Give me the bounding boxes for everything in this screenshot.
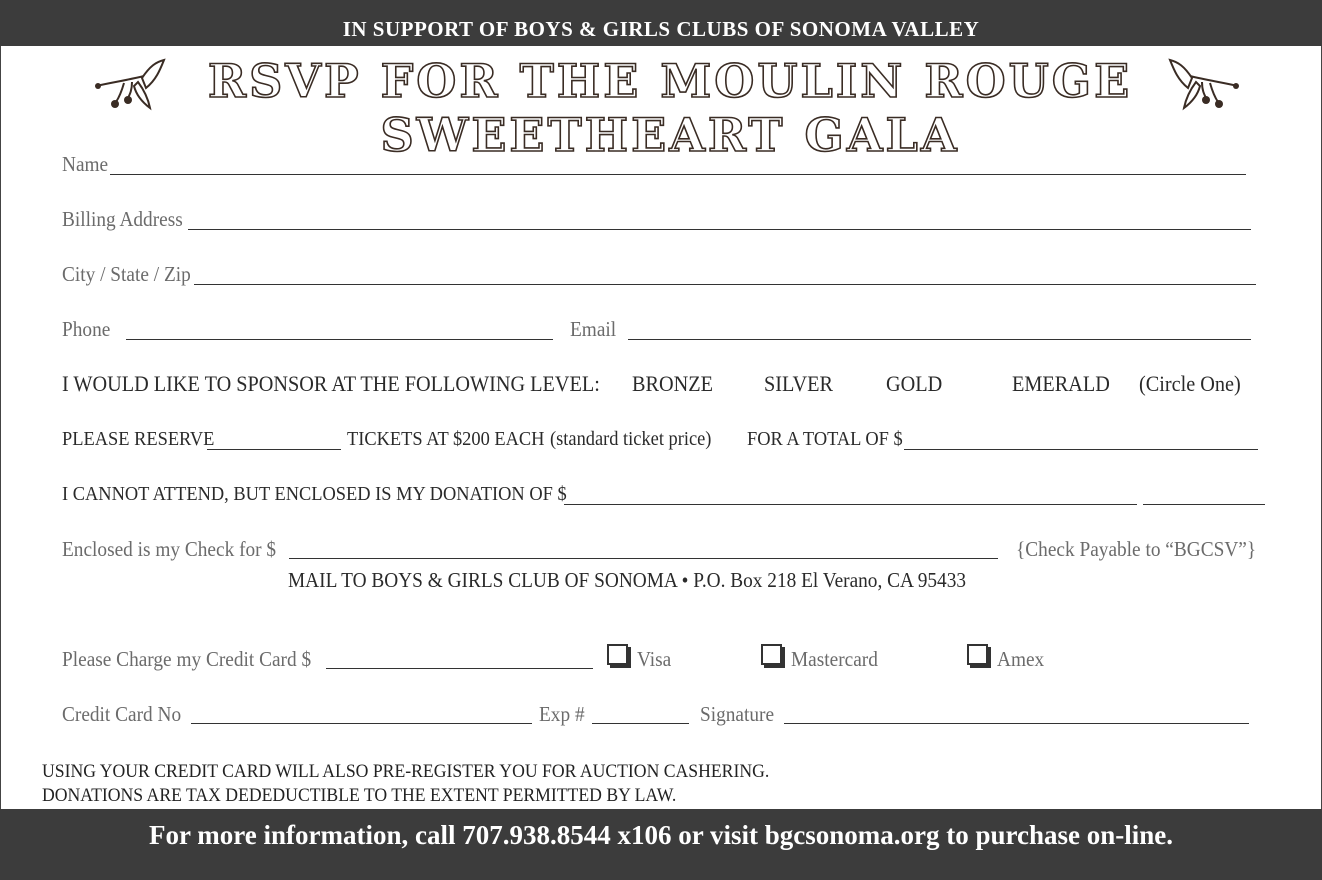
- note-auction: USING YOUR CREDIT CARD WILL ALSO PRE-REGISTER YOU FOR AUCTION CASHERING.: [42, 761, 770, 782]
- standard-price-note: (standard ticket price): [550, 428, 712, 450]
- check-label: Enclosed is my Check for $: [62, 537, 277, 561]
- name-label: Name: [62, 152, 109, 176]
- flourish-right-icon: [1168, 56, 1240, 112]
- name-field[interactable]: [110, 174, 1246, 175]
- billing-address-field[interactable]: [188, 229, 1251, 230]
- flourish-left-icon: [94, 56, 166, 112]
- charge-amount-field[interactable]: [326, 668, 593, 669]
- reserve-label: PLEASE RESERVE: [62, 428, 215, 450]
- circle-one-note: (Circle One): [1139, 371, 1241, 396]
- amex-label: Amex: [997, 647, 1045, 671]
- phone-label: Phone: [62, 317, 111, 341]
- disclaimer-notes: [42, 760, 769, 808]
- exp-field[interactable]: [592, 723, 689, 724]
- donation-label: I CANNOT ATTEND, BUT ENCLOSED IS MY DONATION OF $: [62, 483, 567, 505]
- card-number-label: Credit Card No: [62, 702, 182, 726]
- mastercard-label: Mastercard: [791, 647, 878, 671]
- total-label: FOR A TOTAL OF $: [747, 428, 903, 450]
- email-label: Email: [570, 317, 617, 341]
- city-state-zip-field[interactable]: [194, 284, 1256, 285]
- signature-label: Signature: [700, 702, 775, 726]
- total-amount-field[interactable]: [904, 449, 1258, 450]
- footer-info: For more information, call 707.938.8544 x106 or visit bgcsonoma.org to purchase on-line.: [0, 809, 1322, 880]
- email-field[interactable]: [628, 339, 1251, 340]
- donation-amount-field[interactable]: [564, 504, 1137, 505]
- level-bronze[interactable]: BRONZE: [632, 371, 713, 396]
- support-banner: IN SUPPORT OF BOYS & GIRLS CLUBS OF SONOMA VALLEY: [0, 0, 1322, 46]
- title-row: [0, 50, 1322, 162]
- visa-checkbox[interactable]: [607, 644, 628, 665]
- check-amount-field[interactable]: [289, 558, 998, 559]
- donation-extra-field[interactable]: [1143, 504, 1265, 505]
- mail-to-address: MAIL TO BOYS & GIRLS CLUB OF SONOMA • P.O. Box 218 El Verano, CA 95433: [288, 568, 967, 592]
- note-tax: DONATIONS ARE TAX DEDEDUCTIBLE TO THE EXTENT PERMITTED BY LAW.: [42, 785, 677, 806]
- amex-checkbox[interactable]: [967, 644, 988, 665]
- level-silver[interactable]: SILVER: [764, 371, 833, 396]
- charge-label: Please Charge my Credit Card $: [62, 647, 312, 671]
- check-payable-note: {Check Payable to “BGCSV”}: [1016, 537, 1257, 561]
- sponsor-level-label: I WOULD LIKE TO SPONSOR AT THE FOLLOWING LEVEL:: [62, 371, 600, 396]
- ticket-quantity-field[interactable]: [207, 449, 341, 450]
- level-emerald[interactable]: EMERALD: [1012, 371, 1110, 396]
- billing-address-label: Billing Address: [62, 207, 183, 231]
- exp-label: Exp #: [539, 702, 585, 726]
- phone-field[interactable]: [126, 339, 553, 340]
- signature-field[interactable]: [784, 723, 1249, 724]
- level-gold[interactable]: GOLD: [886, 371, 943, 396]
- ticket-price-text: TICKETS AT $200 EACH: [347, 428, 545, 450]
- visa-label: Visa: [637, 647, 672, 671]
- page-title: RSVP FOR THE MOULIN ROUGE SWEETHEART GALA: [207, 54, 1133, 162]
- mastercard-checkbox[interactable]: [761, 644, 782, 665]
- city-state-zip-label: City / State / Zip: [62, 262, 191, 286]
- card-number-field[interactable]: [191, 723, 532, 724]
